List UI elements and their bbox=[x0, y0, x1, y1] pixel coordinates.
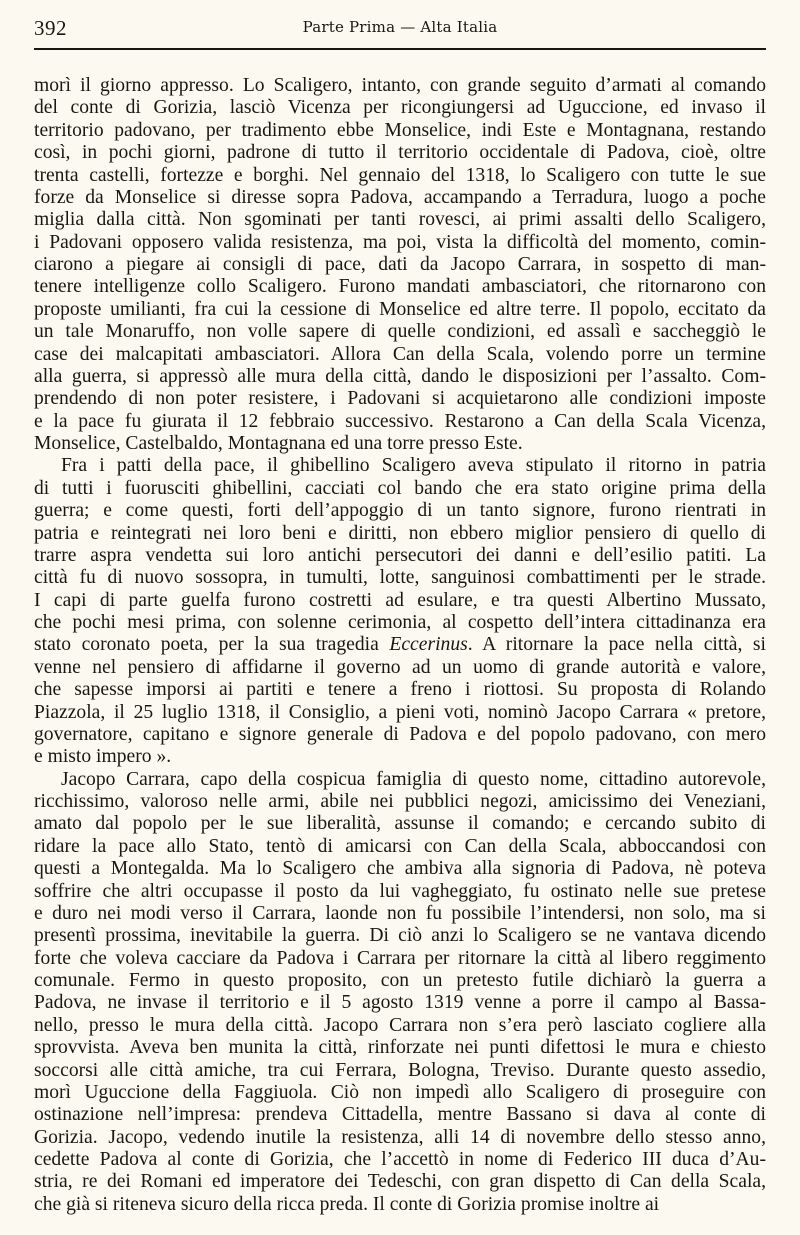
text-line: territorio padovano, per tradimento ebbe Monselice, indi Este e Montagnana, restando bbox=[34, 119, 766, 141]
paragraph bbox=[34, 455, 766, 768]
page-number: 392 bbox=[34, 16, 67, 40]
text-line: Gorizia. Jacopo, vedendo inutile la resistenza, alli 14 di novembre dello stesso anno, bbox=[34, 1126, 766, 1148]
text-line: Jacopo Carrara, capo della cospicua famiglia di questo nome, cittadino autorevole, bbox=[61, 768, 766, 790]
text-line: del conte di Gorizia, lasciò Vicenza per ricongiungersi ad Uguccione, ed invaso il bbox=[34, 97, 766, 119]
text-line: trarre aspra vendetta sui loro antichi persecutori dei danni e dell’esilio patiti. La bbox=[34, 544, 766, 566]
text-line: I capi di parte guelfa furono costretti ad esulare, e tra questi Albertino Mussato, bbox=[34, 589, 766, 611]
text-line: trenta castelli, fortezze e borghi. Nel gennaio del 1318, lo Scaligero con tutte le sue bbox=[34, 164, 766, 186]
text-line: ridare la pace allo Stato, tentò di amicarsi con Can della Scala, abboccandosi con bbox=[34, 835, 766, 857]
paragraph bbox=[34, 769, 766, 1217]
text-line: ostinazione nell’impresa: prendeva Cittadella, mentre Bassano si dava al conte di bbox=[34, 1104, 766, 1126]
text-line: Monselice, Castelbaldo, Montagnana ed una torre presso Este. bbox=[34, 433, 523, 454]
text-line: i Padovani opposero valida resistenza, ma poi, vista la difficoltà del momento, comin- bbox=[34, 231, 766, 253]
text-line: un tale Monaruffo, non volle sapere di quelle condizioni, ed assalì e saccheggiò le bbox=[34, 321, 766, 343]
text-line: città fu di nuovo sossopra, in tumulti, lotte, sanguinosi combattimenti per le strade. bbox=[34, 567, 766, 589]
text-line bbox=[34, 634, 766, 656]
text-line: che pochi mesi prima, con solenne cerimonia, al cospetto dell’intera cittadinanza era bbox=[34, 612, 766, 633]
text-line: e misto impero ». bbox=[34, 746, 172, 768]
running-head: Parte Prima — Alta Italia bbox=[302, 18, 498, 36]
text-line: morì il giorno appresso. Lo Scaligero, intanto, con grande seguito d’armati al comando bbox=[34, 75, 766, 96]
text-line: e duro nei modi verso il Carrara, laonde non fu possibile l’intendersi, non solo, ma si bbox=[34, 902, 766, 924]
text-line: cedette Padova al conte di Gorizia, che l’accettò in nome di Federico III duca d’Au- bbox=[34, 1149, 766, 1170]
text-line: ricchissimo, valoroso nelle armi, abile nei pubblici negozi, amicissimo dei Veneziani, bbox=[34, 791, 766, 812]
text-line: venne nel pensiero di affidarne il governo ad un uomo di grande autorità e valore, bbox=[34, 656, 766, 678]
italic-title: Eccerinus bbox=[389, 634, 468, 656]
text-line: morì Uguccione della Faggiuola. Ciò non impedì allo Scaligero di proseguire con bbox=[34, 1081, 766, 1103]
text-segment: . A ritornare la pace nella città, si bbox=[467, 634, 766, 656]
paragraph bbox=[34, 75, 766, 455]
text-line: così, in pochi giorni, padrone di tutto il territorio occidentale di Padova, cioè, oltre bbox=[34, 142, 766, 164]
text-line: governatore, capitano e signore generale di Padova e del popolo padovano, con mero bbox=[34, 723, 766, 745]
text-line: sprovvista. Aveva ben munita la città, rinforzate nei punti difettosi le mura e chiesto bbox=[34, 1037, 766, 1059]
text-line: alla guerra, si appressò alle mura della città, dando le disposizioni per l’assalto. Com- bbox=[34, 365, 766, 387]
body-text bbox=[34, 75, 766, 1216]
text-line: forte che voleva cacciare da Padova i Carrara per ritornare la città al libero reggimento bbox=[34, 947, 766, 969]
text-line: di tutti i fuorusciti ghibellini, cacciati col bando che era stato origine prima della bbox=[34, 477, 766, 499]
text-line: prendendo di non poter resistere, i Padovani si acquietarono alle condizioni imposte bbox=[34, 388, 766, 410]
text-segment: stato coronato poeta, per la sua tragedia bbox=[34, 634, 390, 656]
text-line: soffrire che altri occupasse il posto da lui vagheggiato, fu ostinato nelle sue pretese bbox=[34, 880, 766, 902]
text-line: presentì prossima, inevitabile la guerra. Di ciò anzi lo Scaligero se ne vantava dicendo bbox=[34, 925, 766, 947]
text-line: stria, re dei Romani ed imperatore dei Tedeschi, con gran dispetto di Can della Scala, bbox=[34, 1171, 766, 1193]
text-line: ciarono a piegare ai consigli di pace, dati da Jacopo Carrara, in sospetto di man- bbox=[34, 254, 766, 275]
text-line: guerra; e come questi, forti dell’appoggio di un tanto signore, furono rientrati in bbox=[34, 500, 766, 522]
text-line: che sapesse imporsi ai partiti e tenere a freno i riottosi. Su proposta di Rolando bbox=[34, 679, 766, 701]
text-line: miglia dalla città. Non sgominati per tanti rovesci, ai primi assalti dello Scaligero, bbox=[34, 209, 766, 231]
text-line: e la pace fu giurata il 12 febbraio successivo. Restarono a Can della Scala Vicenza, bbox=[34, 410, 766, 432]
text-line: patria e reintegrati nei loro beni e diritti, non ebbero miglior pensiero di quello di bbox=[34, 522, 766, 544]
text-line: soccorsi alle città amiche, tra cui Ferrara, Bologna, Treviso. Durante questo assedio, bbox=[34, 1059, 766, 1081]
text-line: nello, presso le mura della città. Jacopo Carrara non s’era però lasciato cogliere alla bbox=[34, 1014, 766, 1036]
text-line: forze da Monselice si diresse sopra Padova, accampando a Terradura, luogo a poche bbox=[34, 186, 766, 208]
header-rule bbox=[34, 48, 766, 50]
text-line: che già si riteneva sicuro della ricca preda. Il conte di Gorizia promise inoltre ai bbox=[34, 1193, 660, 1215]
text-line: comunale. Fermo in questo proposito, con un pretesto futile dichiarò la guerra a bbox=[34, 970, 766, 991]
page-header bbox=[34, 14, 766, 42]
text-line: questi a Montegalda. Ma lo Scaligero che ambiva alla signoria di Padova, nè poteva bbox=[34, 858, 766, 880]
text-line: amato dal popolo per le sue liberalità, assunse il comando; e cercando subito di bbox=[34, 813, 766, 835]
text-line: Fra i patti della pace, il ghibellino Scaligero aveva stipulato il ritorno in patria bbox=[61, 455, 766, 477]
text-line: Padova, ne invase il territorio e il 5 agosto 1319 venne a porre il campo al Bassa- bbox=[34, 992, 766, 1014]
text-line: Piazzola, il 25 luglio 1318, il Consiglio, a pieni voti, nominò Jacopo Carrara « pretore, bbox=[34, 701, 766, 723]
text-line: case dei malcapitati ambasciatori. Allora Can della Scala, volendo porre un termine bbox=[34, 343, 766, 365]
text-line: tenere intelligenze collo Scaligero. Furono mandati ambasciatori, che ritornarono con bbox=[34, 276, 766, 298]
text-line: proposte umilianti, fra cui la cessione di Monselice ed altre terre. Il popolo, eccitato da bbox=[34, 298, 766, 320]
